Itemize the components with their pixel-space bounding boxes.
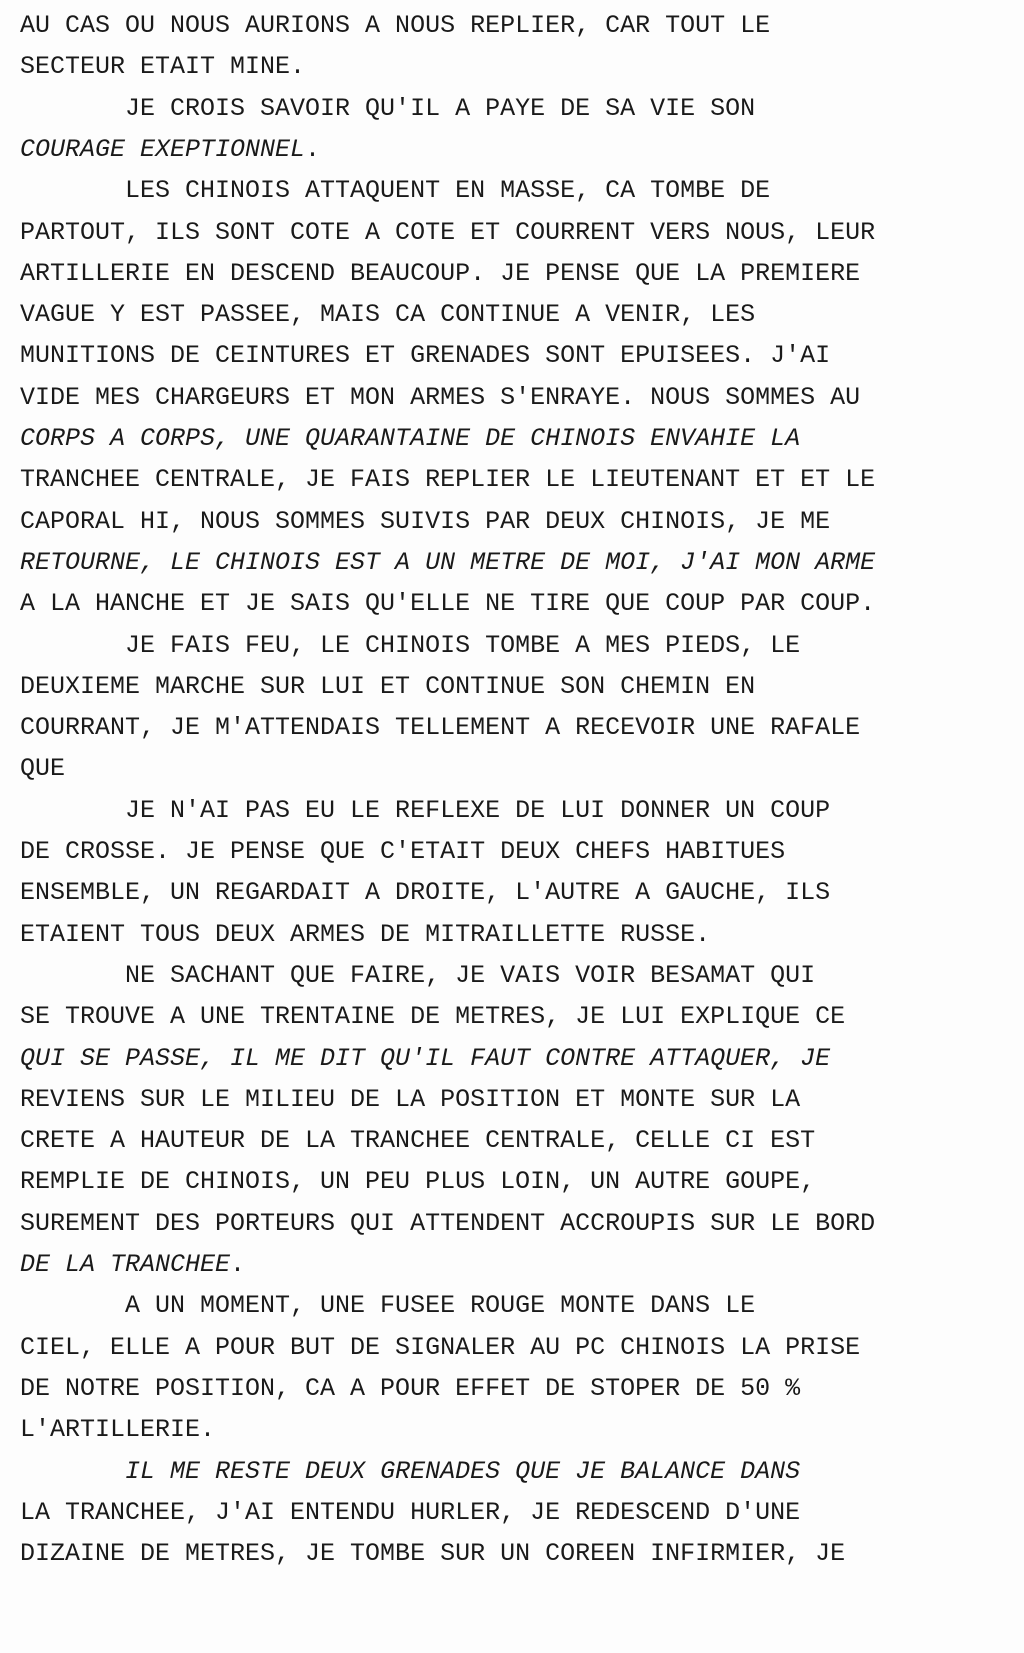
text-segment: RETOURNE, LE CHINOIS EST A UN METRE DE MOI, J'AI MON ARME <box>20 547 876 577</box>
text-line <box>20 876 830 910</box>
text-line <box>20 381 860 415</box>
text-segment: DE CROSSE. JE PENSE QUE C'ETAIT DEUX CHEFS HABITUES <box>20 837 786 866</box>
text-line <box>20 711 860 745</box>
text-line <box>20 1165 815 1199</box>
text-segment: A UN MOMENT, UNE FUSEE ROUGE MONTE DANS LE <box>20 1291 756 1321</box>
text-line <box>20 1289 755 1323</box>
text-segment: QUE <box>20 754 66 784</box>
text-segment: ENSEMBLE, UN REGARDAIT A DROITE, L'AUTRE A GAUCHE, ILS <box>20 878 831 908</box>
text-line <box>20 298 755 332</box>
text-segment: REMPLIE DE CHINOIS, UN PEU PLUS LOIN, UN AUTRE GOUPE, <box>20 1167 816 1197</box>
text-segment: NE SACHANT QUE FAIRE, JE VAIS VOIR BESAMAT QUI <box>20 960 816 990</box>
text-line <box>20 1413 215 1447</box>
text-segment: VAGUE Y EST PASSEE, MAIS CA CONTINUE A VENIR, LES <box>20 300 756 330</box>
text-line <box>20 546 875 580</box>
text-line <box>20 257 860 291</box>
text-line <box>20 339 830 373</box>
text-segment: A LA HANCHE ET JE SAIS QU'ELLE NE TIRE QUE COUP PAR COUP. <box>20 589 876 619</box>
text-segment: VIDE MES CHARGEURS ET MON ARMES S'ENRAYE. NOUS SOMMES AU <box>20 382 861 412</box>
text-line <box>20 505 830 539</box>
text-line <box>20 1372 800 1406</box>
text-line <box>20 1207 875 1241</box>
text-line <box>20 918 710 952</box>
text-line <box>20 422 800 456</box>
text-segment: ARTILLERIE EN DESCEND BEAUCOUP. JE PENSE QUE LA PREMIERE <box>20 258 861 288</box>
text-segment: . <box>305 134 321 164</box>
text-line <box>20 752 65 786</box>
text-segment: SECTEUR ETAIT MINE. <box>20 52 306 82</box>
text-segment: QUI SE PASSE, IL ME DIT QU'IL FAUT CONTRE ATTAQUER, JE <box>20 1043 831 1073</box>
text-line <box>20 1248 245 1282</box>
text-line <box>20 174 770 208</box>
text-segment: CRETE A HAUTEUR DE LA TRANCHEE CENTRALE, CELLE CI EST <box>20 1126 816 1156</box>
text-segment: IL ME RESTE DEUX GRENADES QUE JE BALANCE DANS <box>125 1456 801 1486</box>
text-segment: . <box>230 1250 246 1279</box>
text-segment: SE TROUVE A UNE TRENTAINE DE METRES, JE LUI EXPLIQUE CE <box>20 1002 846 1032</box>
text-segment: CAPORAL HI, NOUS SOMMES SUIVIS PAR DEUX CHINOIS, JE ME <box>20 506 831 536</box>
text-segment: PARTOUT, ILS SONT COTE A COTE ET COURRENT VERS NOUS, LEUR <box>20 217 876 247</box>
text-segment: LA TRANCHEE, J'AI ENTENDU HURLER, JE REDESCEND D'UNE <box>20 1497 801 1527</box>
text-segment: AU CAS OU NOUS AURIONS A NOUS REPLIER, CAR TOUT LE <box>20 11 771 40</box>
text-segment: MUNITIONS DE CEINTURES ET GRENADES SONT EPUISEES. J'AI <box>20 341 831 371</box>
text-segment: REVIENS SUR LE MILIEU DE LA POSITION ET MONTE SUR LA <box>20 1084 801 1114</box>
text-line <box>20 1331 860 1365</box>
text-line <box>20 463 875 497</box>
text-line <box>20 9 770 43</box>
text-line <box>20 959 815 993</box>
text-line <box>20 1083 800 1117</box>
text-segment: CIEL, ELLE A POUR BUT DE SIGNALER AU PC CHINOIS LA PRISE <box>20 1332 861 1362</box>
text-line <box>20 92 755 126</box>
text-line <box>20 1042 830 1076</box>
text-line <box>20 1537 845 1571</box>
text-line <box>20 133 320 167</box>
text-segment: SUREMENT DES PORTEURS QUI ATTENDENT ACCROUPIS SUR LE BORD <box>20 1208 876 1238</box>
text-line <box>20 50 305 84</box>
text-line <box>20 794 830 828</box>
text-segment: JE CROIS SAVOIR QU'IL A PAYE DE SA VIE SON <box>20 93 756 123</box>
text-line <box>20 1455 800 1489</box>
text-segment: JE N'AI PAS EU LE REFLEXE DE LUI DONNER UN COUP <box>20 795 831 825</box>
text-segment: LES CHINOIS ATTAQUENT EN MASSE, CA TOMBE DE <box>20 176 771 206</box>
text-segment: DEUXIEME MARCHE SUR LUI ET CONTINUE SON CHEMIN EN <box>20 671 756 701</box>
text-line <box>20 1496 800 1530</box>
text-segment: DE LA TRANCHEE <box>20 1250 231 1279</box>
text-line <box>20 670 755 704</box>
text-line <box>20 216 875 250</box>
text-segment: DIZAINE DE METRES, JE TOMBE SUR UN COREEN INFIRMIER, JE <box>20 1539 846 1569</box>
text-segment: COURRANT, JE M'ATTENDAIS TELLEMENT A RECEVOIR UNE RAFALE <box>20 713 861 743</box>
text-segment: JE FAIS FEU, LE CHINOIS TOMBE A MES PIEDS, LE <box>20 630 801 660</box>
text-line <box>20 1000 845 1034</box>
text-line <box>20 835 785 869</box>
text-segment: COURAGE EXEPTIONNEL <box>20 134 306 164</box>
text-line <box>20 587 875 621</box>
text-segment: CORPS A CORPS, UNE QUARANTAINE DE CHINOIS ENVAHIE LA <box>20 424 801 453</box>
text-segment: TRANCHEE CENTRALE, JE FAIS REPLIER LE LIEUTENANT ET ET LE <box>20 465 876 495</box>
text-line <box>20 1124 815 1158</box>
text-segment: DE NOTRE POSITION, CA A POUR EFFET DE STOPER DE 50 % <box>20 1373 801 1403</box>
text-segment <box>20 1457 125 1486</box>
text-segment: L'ARTILLERIE. <box>20 1415 216 1445</box>
text-segment: ETAIENT TOUS DEUX ARMES DE MITRAILLETTE RUSSE. <box>20 919 711 949</box>
text-line <box>20 629 800 663</box>
